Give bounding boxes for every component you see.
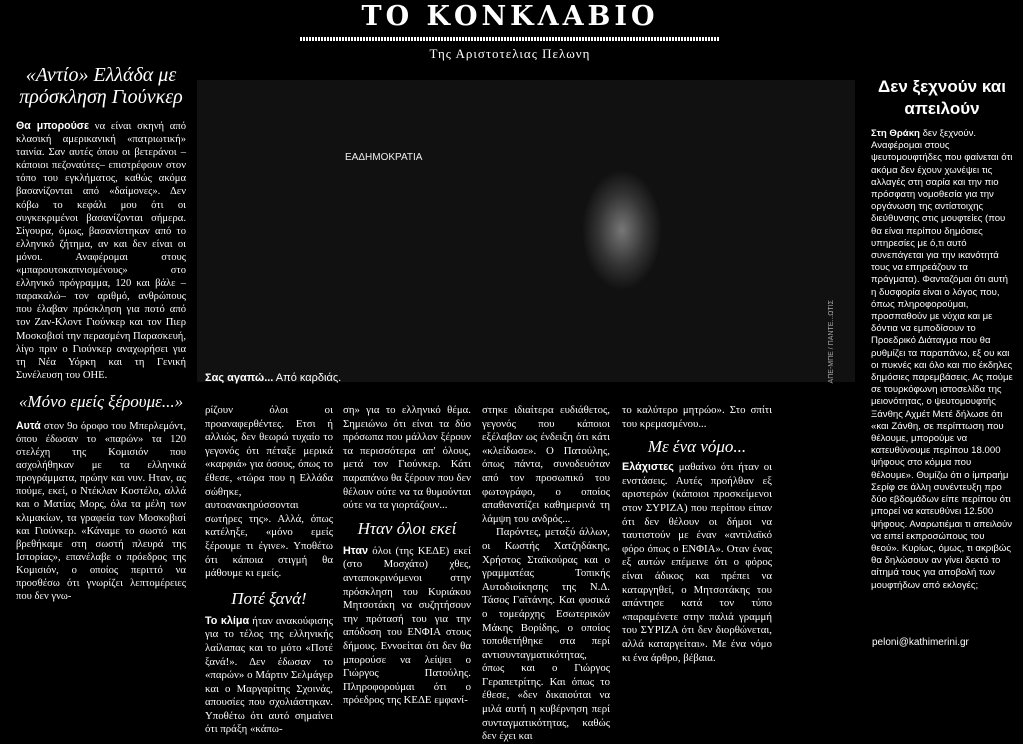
author-email: peloni@kathimerini.gr xyxy=(872,637,969,648)
column-3 xyxy=(343,404,471,708)
right-p1-text: δεν ξεχνούν. Αναφέρομαι στους ψευτομουφτήδες που φαίνεται ότι ακόμα δεν έχουν χωνέψει τις αλλαγές στη σαρία και την πιο πρόσφατη νομοθεσία για την οργάνωση της αντίστοιχης διεύθυνσης στις μουφτείες (που θα είναι περίπου δημόσιες υπηρεσίες με ό,τι αυτό συνεπάγεται για την ικανότητά τους να επηρεάζουν τα πράγματα). Φανταζόμαι ότι αυτή η δυσφορία είναι ο λόγος που, όπως πληροφορούμαι, προσπαθούν με νύχια και με δόντια να εμποδίσουν το Προεδρικό Διάταγμα που θα ρυθμίζει τα παραπάνω, εξ ου και οι πυκνές και όλο και πιο έκδηλες δημόσιες παρεμβάσεις. Ας πούμε σε τουρκόφωνη ιστοσελίδα της μειονότητας, ο ψευτομουφτής Ξάνθης Αχμέτ Μετέ δήλωσε ότι «και Ζάνθη, σε περίπτωση που θέλουμε, μπορούμε να κατευθύνουμε περίπου 18.000 ψήφους στο κόμμα που θέλουμε». Θυμίζω ότι ο ίμπραήμ Σερίφ σε άλλη συνέντευξη προ δύο εβδομάδων είπε περίπου ότι μπορεί να κατευθύνει 12.500 ψήφους. Αναρωτιέμαι τι απειλούν να ειπεί εκπροσώπους του θεού». Κυρίως, όμως, τι ακριβώς θα δηλώσουν αν γίνει δεκτό το αίτημά τους για αποβολή των μουφτήδων από εκλογές; xyxy=(871,128,1013,591)
col2-p2-text: ήταν ανακούφισης για το τέλος της ελληνικής λαίλαπας και το μότο «Ποτέ ξανά!». Δεν έδωσαν το «παρών» ο Μάρτιν Σελμάγερ και ο Μαργαρίτης Σχοινάς, απουσίες που σχολιάστηκαν. Υποθέτω ότι αυτό σημαίνει ότι πράξη «κάπω- xyxy=(205,614,333,736)
col3-paragraph-2 xyxy=(343,545,471,708)
column-4 xyxy=(482,404,610,744)
left-p1-text: να είναι σκηνή από κλασική αμερικανική «πατριωτική» ταινία. Σαν αυτές όπου οι βετεράνοι –κάποιοι πεζοναύτες– επιστρέφουν στον τόπο του εγκλήματος, καθώς ακόμα βασανίζονται από «δαίμονες». Δεν κόβω το κεφάλι μου ότι οι συγκεκριμένοι βασανίζονται σήμερα. Σίγουρα, όμως, βασανίστηκαν από το ελληνικό ζήτημα, αν και δεν είναι οι μόνοι. Αναφέρομαι στους «μπαρουτοκαπνισμένους» στο ελληνικό πρόγραμμα, 120 και βάλε –παρακαλώ– τον αριθμό, ανθρώπους που έλαβαν πρόσκληση για ποτό από τον Ζαν-Κλοντ Γιούνκερ και τον Πιερ Μοσκοβισί την περασμένη Παρασκευή, λίγο πριν ο Γιούνκερ αναχωρήσει για τη Νέα Υόρκη και τη Γενική Συνέλευση του ΟΗΕ. xyxy=(16,121,186,381)
left-paragraph-2 xyxy=(16,420,186,603)
col5-subhead: Με ένα νόμο... xyxy=(647,437,747,457)
photo-caption xyxy=(205,372,341,384)
col5-p2-lead: Ελάχιστες xyxy=(622,461,674,474)
col5-paragraph-1: το καλύτερο μητρώο». Στο σπίτι του κρεμασμένου... xyxy=(622,404,772,430)
byline: Της Αριστοτελιας Πελωνη xyxy=(429,46,591,61)
left-column xyxy=(16,64,186,603)
left-paragraph-1 xyxy=(16,120,186,382)
left-headline: «Αντίο» Ελλάδα με πρόσκληση Γιούνκερ xyxy=(19,64,183,108)
caption-lead: Σας αγαπώ... xyxy=(205,372,274,384)
left-p2-lead: Αυτά xyxy=(16,419,41,432)
col4-paragraph-1: στηκε ιδιαίτερα ευδιάθετος, γεγονός που κάποιοι εξέλαβαν ως ένδειξη ότι κάτι «κλείδωσε». Ο Πατούλης, όπως πάντα, συνοδευόταν από τον προσωπικό του φωτογράφο, ο οποίος απαθανατίζει καθημερινά τη λάμψη του ανδρός... xyxy=(482,404,610,525)
col4-paragraph-2: Παρόντες, μεταξύ άλλων, οι Κωστής Χατζηδάκης, Χρήστος Σταϊκούρας και ο γραμματέας Τοπικής Αυτοδιοίκησης της Ν.Δ. Τάσος Γαϊτάνης. Και φυσικά ο τομεάρχης Εσωτερικών Μάκης Βορίδης, ο οποίος τοποθετήθηκε στα περί αντισυνταγματικότητας, όπως και ο Γιώργος Γεραπετρίτης. Και όπως το έθεσε, «δεν δικαιούται να μιλά αυτή η κυβέρνηση περί συνταγματικότητας, καθώς δεν έχει και xyxy=(482,526,610,743)
photo-credit: ΑΠΕ-ΜΠΕ / ΠΑΝΤΕ...ΩΤΙΣ xyxy=(828,300,835,384)
masthead: ΤΟ ΚΟΝΚΛΑΒΙΟ xyxy=(361,1,659,32)
col5-p2-text: μαθαίνω ότι ήταν οι ενστάσεις. Αυτές προήλθαν εξ αριστερών (κάποιοι προσκείμενοι στον ΣΥΡΙΖΑ) που περίπου είπαν ότι δεν θέλουν οι δήμοι να ταυτιστούν με έναν «αντιλαϊκό φόρο όπως ο ΕΝΦΙΑ». Οταν ένας εξ αυτών επέμεινε ότι ο φόρος είναι άδικος και πρέπει να καταργηθεί, ο Μητσοτάκης του απάντησε κατά τον τύπο «παραμένετε στην παλιά γραμμή του ΣΥΡΙΖΑ ότι δεν διορθώνεται, αλλά καταργείται». Με ένα νόμο κι ένα άρθρο, βέβαια. xyxy=(622,461,772,664)
column-2 xyxy=(205,404,333,737)
column-5 xyxy=(622,404,772,665)
col3-paragraph-1: ση» για το ελληνικό θέμα. Σημειώνω ότι είναι τα δύο πρόσωπα που μάλλον ξέρουν τα περισσότερα απ' όλους, μετά τον Γιούνκερ. Κάτι παραπάνω θα ξέρουν που δεν θέλουν ούτε να τα θυμούνται ούτε να τα γιορτάζουν... xyxy=(343,404,471,512)
right-column xyxy=(871,76,1013,592)
right-p1-lead: Στη Θράκη xyxy=(871,128,920,139)
right-paragraph-1 xyxy=(871,128,1013,592)
col2-p2-lead: Το κλίμα xyxy=(205,614,250,627)
col3-p2-lead: Ηταν xyxy=(343,544,368,557)
left-subhead: «Μόνο εμείς ξέρουμε...» xyxy=(18,391,184,411)
col2-paragraph-1: ρίζουν όλοι οι προαναφερθέντες. Ετσι ή αλλιώς, δεν θεωρώ τυχαίο το γεγονός ότι πέταξε μερικά «καρφιά» για όσους, όπως το έθεσε, «τώρα που η Ελλάδα σώθηκε, αυτοανακηρύσσονται σωτήρες της». Αλλά, όπως κατέληξε, «μόνο εμείς ξέρουμε τι έγινε». Υποθέτω ότι κάποια στιγμή θα μάθουμε κι εμείς. xyxy=(205,404,333,580)
left-p1-lead: Θα μπορούσε xyxy=(16,120,90,132)
right-headline: Δεν ξεχνούν και απειλούν xyxy=(878,77,1006,118)
photo-sign: ΕΑΔΗΜΟΚΡΑΤΙΑ xyxy=(345,152,423,163)
news-photo xyxy=(197,80,855,382)
masthead-rule xyxy=(300,37,720,41)
col2-subhead: Ποτέ ξανά! xyxy=(231,588,307,608)
left-p2-text: στον 9ο όροφο του Μπερλεμόντ, όπου έδωσαν το «παρών» τα 120 στελέχη της Κομισιόν που ασχολήθηκαν με τα ελληνικά προγράμματα, πρώην και νυν. Ηταν, ας πούμε, εκεί, ο Ντέκλαν Κοστέλο, αλλά και ο Ματίας Μορς, όλα τα μέλη των κλιμακίων, τα γραφεία των Μοσκοβισί και Γιούνκερ. «Κάναμε το σωστό και βρεθήκαμε στη σωστή πλευρά της Ιστορίας», επανέλαβε ο πρόεδρος της Κομισιόν, ο οποίος περιττό να προσθέσω ότι γνωρίζει λεπτομέρειες που δεν γνω- xyxy=(16,420,186,603)
col5-paragraph-2 xyxy=(622,461,772,665)
col3-subhead: Ηταν όλοι εκεί xyxy=(357,518,457,538)
col2-paragraph-2 xyxy=(205,615,333,737)
col3-p2-text: όλοι (της ΚΕΔΕ) εκεί (στο Μοσχάτο) χθες, ανταποκρινόμενοι στην πρόσκληση του Κυριάκου Μητσοτάκη να συζητήσουν την πρότασή του για την απόδοση του ΕΝΦΙΑ στους δήμους. Εννοείται ότι δεν θα μπορούσε να λείψει ο Γιώργος Πατούλης. Πληροφορούμαι ότι ο πρόεδρος της ΚΕΔΕ εμφανί- xyxy=(343,544,471,707)
caption-text: Από καρδιάς. xyxy=(273,372,342,384)
